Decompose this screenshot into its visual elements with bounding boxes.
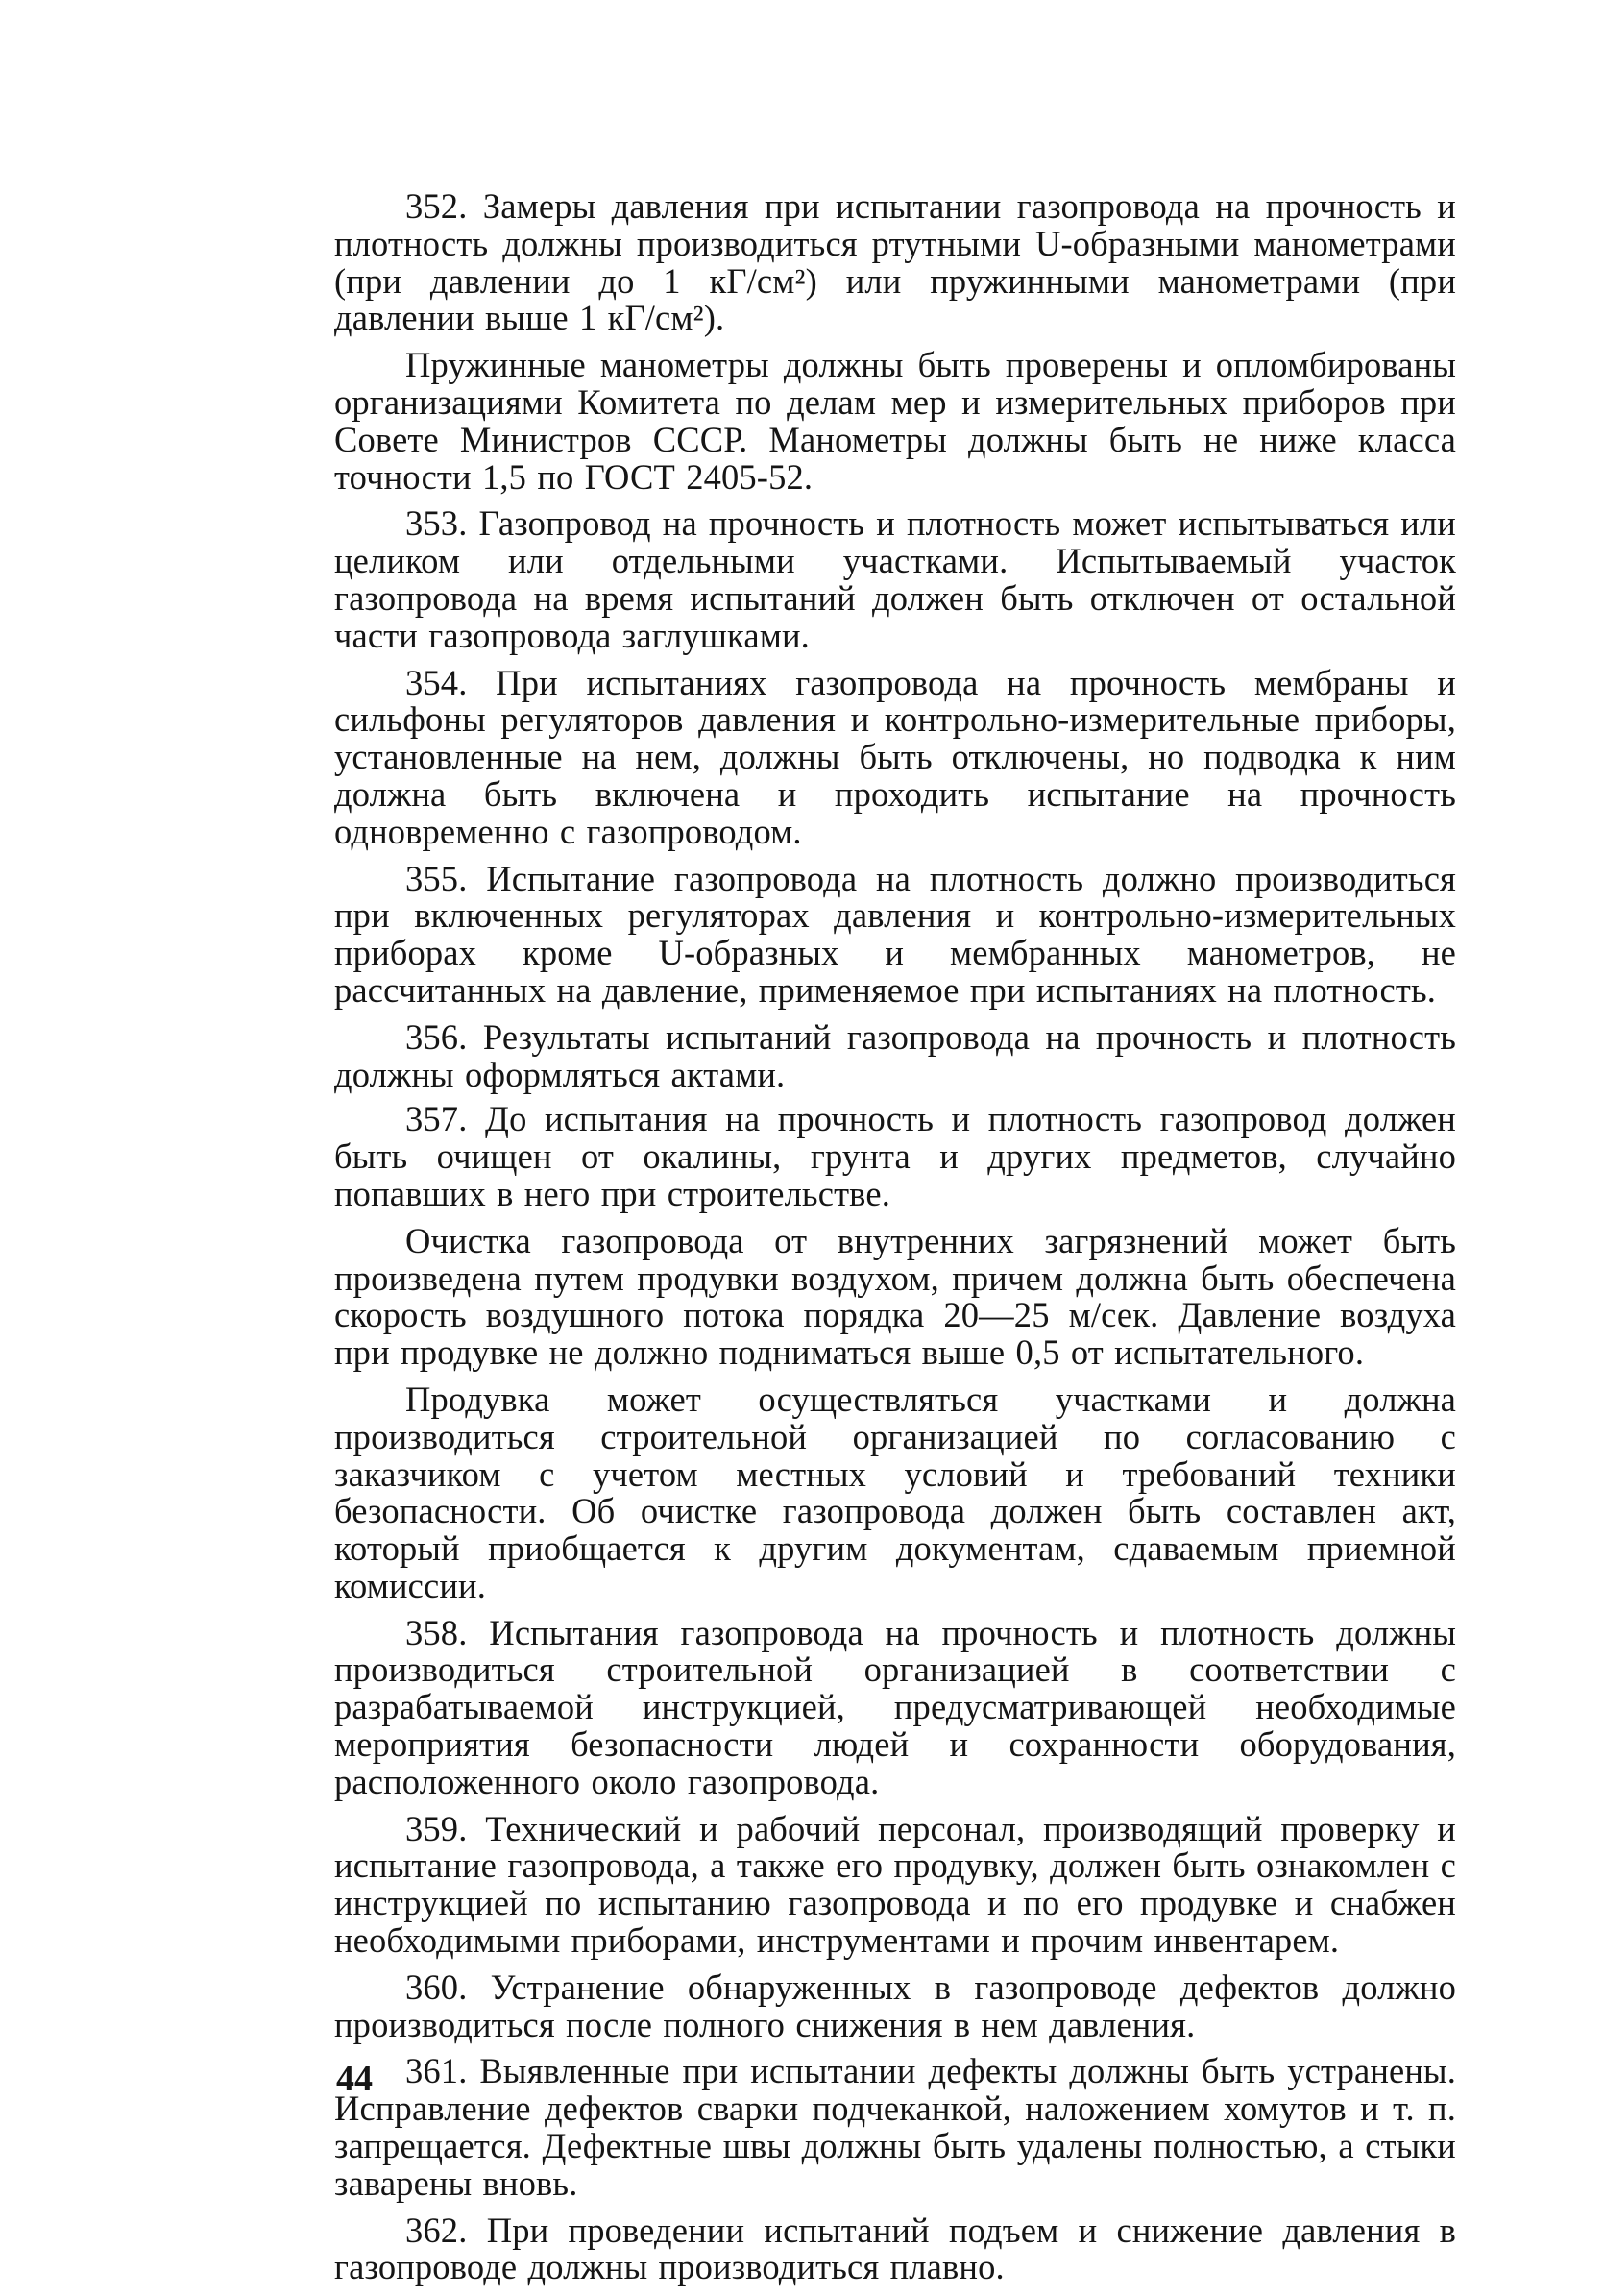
page-number: 44: [336, 2059, 373, 2099]
document-page: [334, 188, 1456, 2296]
paragraph-357-blowing: Продувка может осуществляться участками и должна производиться строительной организацией по согласованию с заказчиком с учетом местных условий и требований техники безопасности. Об очистке газопровода должен быть составлен акт, который приобщается к другим документам, сдаваемым приемной комиссии.: [334, 1379, 1456, 1605]
paragraph-357: 357. До испытания на прочность и плотность газопровод должен быть очищен от окалины, грунта и других предметов, случайно попавших в него при строительстве.: [334, 1099, 1456, 1213]
paragraph-358: 358. Испытания газопровода на прочность и плотность должны производиться строительной организацией в соответствии с разрабатываемой инструкцией, предусматривающей необходимые мероприятия безопасности людей и сохранности оборудования, расположенного около газопровода.: [334, 1612, 1456, 1801]
paragraph-360: 360. Устранение обнаруженных в газопроводе дефектов должно производиться после полного снижения в нем давления.: [334, 1966, 1456, 2044]
paragraph-356: 356. Результаты испытаний газопровода на прочность и плотность должны оформляться актами.: [334, 1016, 1456, 1094]
paragraph-352-manometers: Пружинные манометры должны быть проверены и опломбированы организациями Комитета по делам мер и измерительных приборов при Совете Министров СССР. Манометры должны быть не ниже класса точности 1,5 по ГОСТ 2405-52.: [334, 345, 1456, 497]
paragraph-355: 355. Испытание газопровода на плотность должно производиться при включенных регуляторах давления и контрольно-измерительных приборах кроме U-образных и мембранных манометров, не рассчитанных на давление, применяемое при испытаниях на плотность.: [334, 858, 1456, 1010]
paragraph-354: 354. При испытаниях газопровода на прочность мембраны и сильфоны регуляторов давления и контрольно-измерительные приборы, установленные на нем, должны быть отключены, но подводка к ним должна быть включена и проходить испытание на прочность одновременно с газопроводом.: [334, 662, 1456, 851]
paragraph-362: 362. При проведении испытаний подъем и снижение давления в газопроводе должны производиться плавно.: [334, 2210, 1456, 2287]
paragraph-357-cleaning: Очистка газопровода от внутренних загрязнений может быть произведена путем продувки воздухом, причем должна быть обеспечена скорость воздушного потока порядка 20—25 м/сек. Давление воздуха при продувке не должно подниматься выше 0,5 от испытательного.: [334, 1220, 1456, 1373]
paragraph-353: 353. Газопровод на прочность и плотность может испытываться или целиком или отдельными участками. Испытываемый участок газопровода на время испытаний должен быть отключен от остальной части газопровода заглушками.: [334, 503, 1456, 655]
paragraph-359: 359. Технический и рабочий персонал, производящий проверку и испытание газопровода, а также его продувку, должен быть ознакомлен с инструкцией по испытанию газопровода и по его продувке и снабжен необходимыми приборами, инструментами и прочим инвентарем.: [334, 1808, 1456, 1961]
paragraph-361: 361. Выявленные при испытании дефекты должны быть устранены. Исправление дефектов сварки подчеканкой, наложением хомутов и т. п. запрещается. Дефектные швы должны быть удалены полностью, а стыки заварены вновь.: [334, 2051, 1456, 2203]
paragraph-352: 352. Замеры давления при испытании газопровода на прочность и плотность должны производиться ртутными U-образными манометрами (при давлении до 1 кГ/см²) или пружинными манометрами (при давлении выше 1 кГ/см²).: [334, 186, 1456, 338]
